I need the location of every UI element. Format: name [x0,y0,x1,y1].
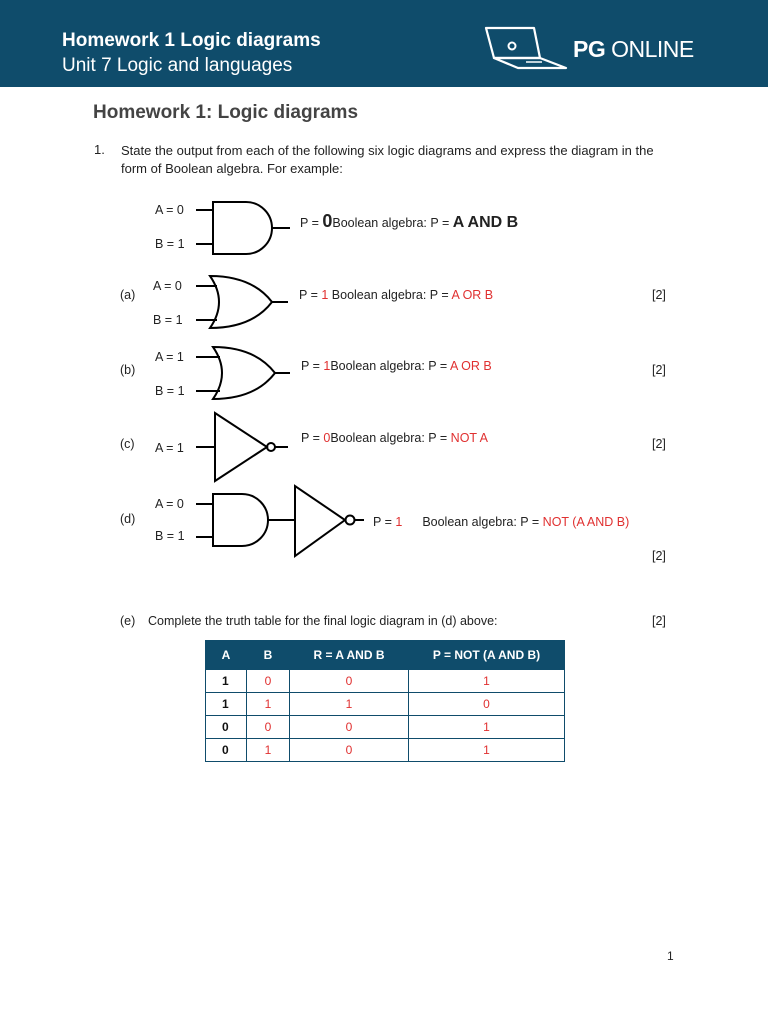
brand-logo-bold: PG [573,36,606,62]
cell-b: 0 [247,716,290,739]
part-e-text: Complete the truth table for the final logic diagram in (d) above: [148,614,498,628]
example-input-b: B = 1 [155,237,185,251]
example-p-value: 0 [322,211,333,231]
part-a-algebra: A OR B [451,288,494,302]
part-b-p-value: 1 [323,359,331,373]
part-a-label: (a) [120,288,136,302]
part-b-p-prefix: P = [301,359,324,373]
table-row [206,693,565,716]
part-d-input-b: B = 1 [155,529,185,543]
not-gate-icon [196,413,288,481]
column-header-b: B [247,641,290,670]
or-gate-icon [196,347,290,399]
part-e-label: (e) [120,614,136,628]
cell-a: 0 [206,716,247,739]
part-a-p-prefix: P = [299,288,322,302]
part-c-p-value: 0 [323,431,331,445]
part-a-marks: [2] [652,288,666,302]
part-a-input-a: A = 0 [153,279,182,293]
page-heading: Homework 1: Logic diagrams [93,102,359,123]
question-number: 1. [94,142,105,157]
cell-b: 1 [247,739,290,762]
part-d-label: (d) [120,512,136,526]
part-b-input-b: B = 1 [155,384,185,398]
cell-p: 1 [409,739,565,762]
part-d-answer [373,515,629,529]
column-header-r: R = A AND B [290,641,409,670]
truth-table-header-row [206,641,565,670]
part-a-input-b: B = 1 [153,313,183,327]
cell-r: 0 [290,739,409,762]
part-d-input-a: A = 0 [155,497,184,511]
column-header-a: A [206,641,247,670]
part-a-answer [299,288,493,302]
question-text: State the output from each of the following six logic diagrams and express the diagram in the form of Boolean algebra. For example: [121,143,654,176]
cell-b: 1 [247,693,290,716]
part-d-p-prefix: P = [373,515,396,529]
part-c-label: (c) [120,437,135,451]
table-row [206,739,565,762]
brand-logo-rest: ONLINE [605,36,694,62]
example-p-prefix: P = [300,216,323,230]
table-row [206,716,565,739]
cell-p: 1 [409,716,565,739]
example-algebra-prefix: Boolean algebra: P = [332,216,453,230]
truth-table [205,640,565,762]
part-d-p-value: 1 [395,515,403,529]
or-gate-icon [196,276,288,328]
part-b-algebra-prefix: Boolean algebra: P = [330,359,450,373]
cell-b: 0 [247,670,290,693]
part-c-algebra: NOT A [450,431,488,445]
not-gate-icon [295,486,364,556]
part-c-algebra-prefix: Boolean algebra: P = [330,431,451,445]
cell-p: 1 [409,670,565,693]
and-gate-icon [196,202,290,254]
part-c-input-a: A = 1 [155,441,184,455]
part-b-marks: [2] [652,363,666,377]
part-a-p-value: 1 [321,288,329,302]
cell-p: 0 [409,693,565,716]
part-d-algebra-prefix: Boolean algebra: P = [422,515,543,529]
part-c-answer [301,431,488,445]
cell-a: 1 [206,693,247,716]
part-b-label: (b) [120,363,136,377]
example-algebra: A AND B [452,214,519,231]
part-b-algebra: A OR B [449,359,492,373]
cell-a: 0 [206,739,247,762]
and-gate-icon [196,494,295,546]
document-title: Homework 1 Logic diagrams [62,30,321,51]
part-e-marks: [2] [652,614,666,628]
part-c-marks: [2] [652,437,666,451]
part-b-input-a: A = 1 [155,350,184,364]
page-number: 1 [667,949,674,963]
part-a-algebra-prefix: Boolean algebra: P = [328,288,452,302]
example-input-a: A = 0 [155,203,184,217]
cell-a: 1 [206,670,247,693]
example-answer [300,211,518,232]
table-row [206,670,565,693]
part-c-p-prefix: P = [301,431,324,445]
part-b-answer [301,359,492,373]
cell-r: 0 [290,670,409,693]
part-d-marks: [2] [652,549,666,563]
column-header-p: P = NOT (A AND B) [409,641,565,670]
document-subtitle: Unit 7 Logic and languages [62,55,293,76]
part-d-algebra: NOT (A AND B) [542,515,630,529]
cell-r: 0 [290,716,409,739]
cell-r: 1 [290,693,409,716]
